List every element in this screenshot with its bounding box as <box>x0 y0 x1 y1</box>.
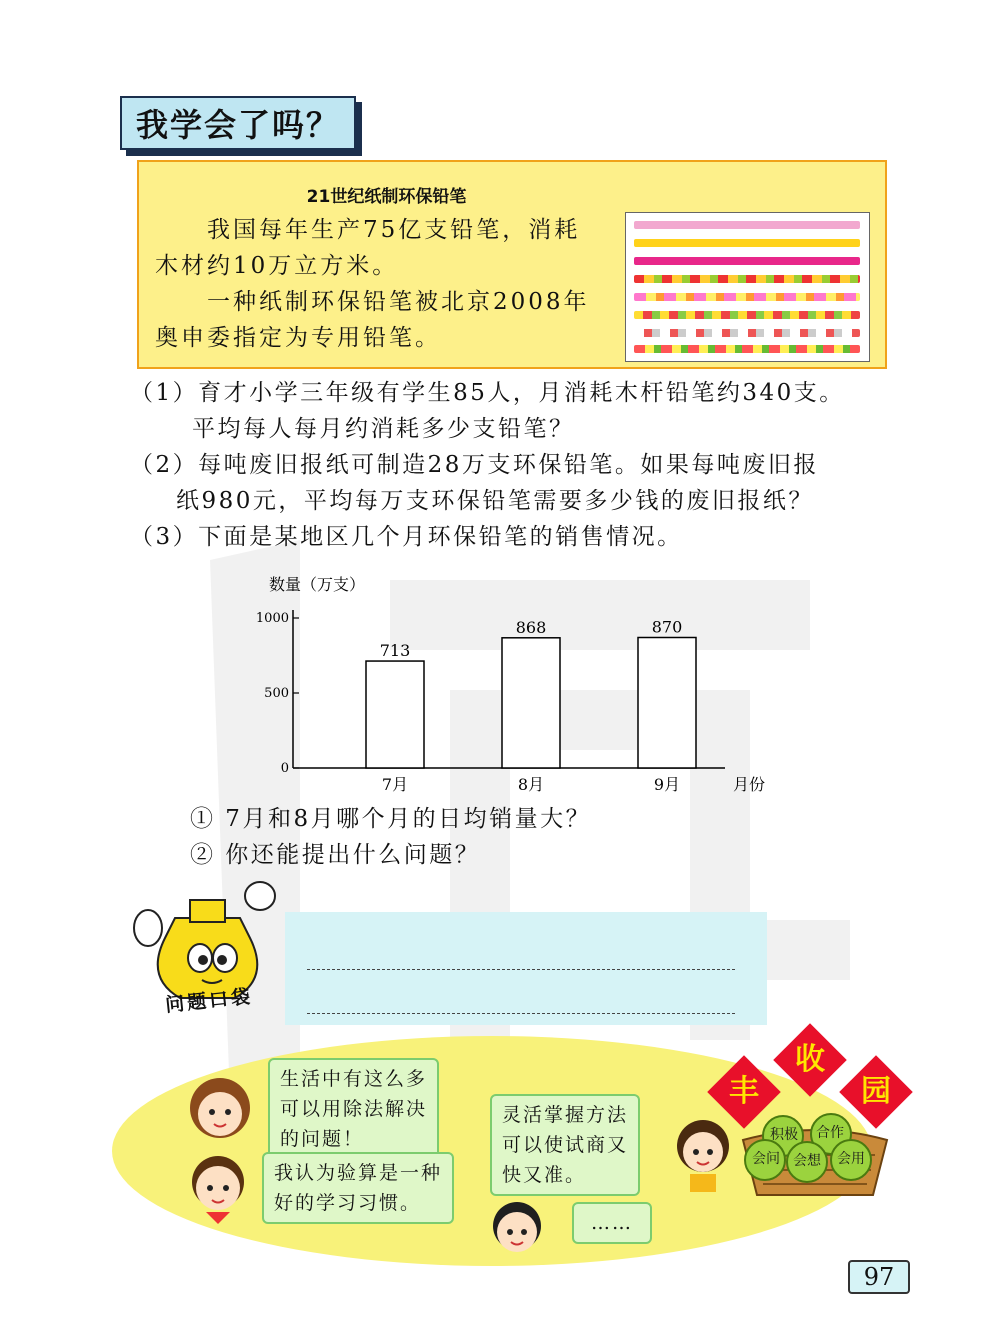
question-2-line-2: 纸980元，平均每万支环保铅笔需要多少钱的废旧报纸？ <box>176 488 814 514</box>
data-label-9月: 870 <box>651 617 683 637</box>
info-line-4: 奥申委指定为专用铅笔。 <box>155 325 441 351</box>
pencils-photo <box>625 212 870 362</box>
answer-area[interactable] <box>285 912 767 1025</box>
boy-avatar-2 <box>482 1196 552 1266</box>
bar-9月 <box>638 638 696 769</box>
bubble-3-line-3: 快又准。 <box>502 1164 587 1186</box>
banner-char-2: 收 <box>795 1042 825 1077</box>
bar-8月 <box>502 638 560 768</box>
banner-char-1: 丰 <box>729 1074 759 1109</box>
question-1-line-1: （1）育才小学三年级有学生85人，月消耗木杆铅笔约340支。 <box>130 380 845 406</box>
apple-label-4: 会想 <box>793 1153 821 1169</box>
speech-bubble-1 <box>268 1058 439 1160</box>
category-label-7月: 7月 <box>381 775 409 794</box>
info-line-3: 一种纸制环保铅笔被北京2008年 <box>207 289 590 315</box>
sales-bar-chart <box>255 560 815 805</box>
data-label-7月: 713 <box>379 641 411 661</box>
category-label-8月: 8月 <box>517 775 545 794</box>
y-tick-label-1: 500 <box>264 686 289 701</box>
bar-7月 <box>366 661 424 768</box>
y-tick-label-2: 1000 <box>255 611 289 626</box>
speech-bubble-4: …… <box>572 1202 652 1244</box>
info-line-1: 我国每年生产75亿支铅笔，消耗 <box>207 217 581 243</box>
bubble-2-line-1: 我认为验算是一种 <box>274 1162 443 1184</box>
bubble-1-line-1: 生活中有这么多 <box>280 1068 428 1090</box>
girl-avatar-1 <box>180 1070 260 1150</box>
answer-line-2 <box>307 1013 735 1014</box>
answer-line-1 <box>307 969 735 970</box>
boy-avatar-1 <box>178 1148 258 1228</box>
bubble-3-line-2: 可以使试商又 <box>502 1134 629 1156</box>
bubble-3-line-1: 灵活掌握方法 <box>502 1104 629 1126</box>
y-tick-label-0: 0 <box>280 761 289 776</box>
speech-bubble-3 <box>490 1094 640 1196</box>
question-3: （3）下面是某地区几个月环保铅笔的销售情况。 <box>130 524 683 550</box>
speech-bubble-2 <box>262 1152 454 1224</box>
apple-label-2: 合作 <box>816 1125 844 1141</box>
sub-question-2: ② 你还能提出什么问题？ <box>190 842 481 868</box>
apple-label-5: 会用 <box>837 1151 865 1167</box>
info-box <box>137 160 887 369</box>
info-title: 21世纪纸制环保铅笔 <box>306 187 467 207</box>
apple-label-1: 积极 <box>770 1127 798 1143</box>
section-title: 我学会了吗？ <box>120 96 356 150</box>
chart-ylabel: 数量（万支） <box>269 575 366 594</box>
question-1-line-2: 平均每人每月约消耗多少支铅笔？ <box>192 416 575 442</box>
bubble-1-line-3: 的问题！ <box>280 1128 365 1150</box>
bubble-1-line-2: 可以用除法解决 <box>280 1098 428 1120</box>
page-number: 97 <box>848 1260 910 1294</box>
sub-question-1: ① 7月和8月哪个月的日均销量大？ <box>190 806 592 832</box>
pocket-label: 问题口袋 <box>164 985 255 1017</box>
data-label-8月: 868 <box>515 617 547 637</box>
banner-char-3: 园 <box>861 1074 891 1109</box>
bubble-2-line-2: 好的学习习惯。 <box>274 1192 422 1214</box>
chart-xlabel: 月份 <box>733 775 766 794</box>
category-label-9月: 9月 <box>653 775 681 794</box>
question-2-line-1: （2）每吨废旧报纸可制造28万支环保铅笔。如果每吨废旧报 <box>130 452 819 478</box>
info-line-2: 木材约10万立方米。 <box>155 253 399 279</box>
apple-label-3: 会问 <box>752 1151 780 1167</box>
girl-avatar-2 <box>668 1114 738 1194</box>
